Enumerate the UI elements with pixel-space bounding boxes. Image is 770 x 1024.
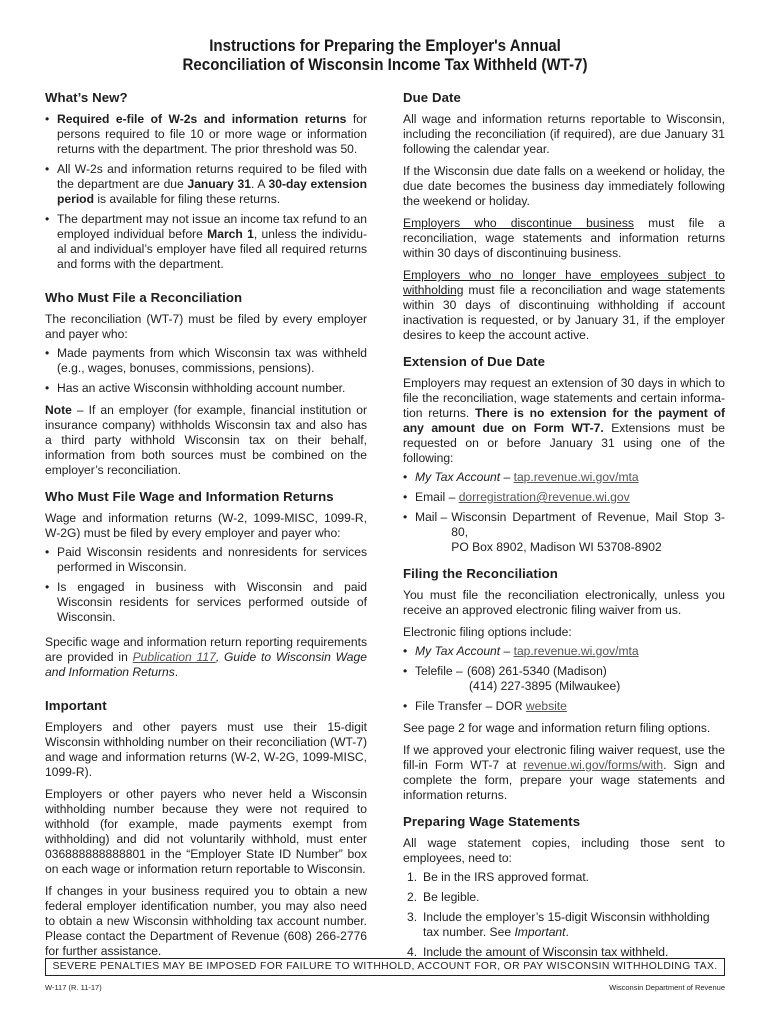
due-date-section (403, 90, 725, 343)
italic-text: My Tax Account (415, 470, 501, 484)
dor-website-link[interactable]: website (525, 699, 567, 713)
penalty-notice: SEVERE PENALTIES MAY BE IMPOSED FOR FAILURE TO WITHHOLD, ACCOUNT FOR, OR PAY WISCONSIN WITHHOLDING TAX. (45, 958, 725, 976)
form-id: W-117 (R. 11-17) (45, 983, 102, 992)
wage-info-section (45, 489, 367, 680)
wage-statements-heading: Preparing Wage Statements (403, 814, 581, 829)
list-item (403, 890, 725, 905)
italic-text: My Tax Account (415, 644, 501, 658)
list-item-text: The department may not issue an income tax refund to an employed individual before (57, 212, 367, 241)
note-label: Note (45, 403, 72, 417)
list-item-text: Email – (415, 490, 459, 504)
list-item-text: , unless the individu-al and individual’s employer have filed all required returns and forms with the department. (57, 227, 368, 271)
item-number: 2. (407, 890, 418, 904)
list-item: • Has an active Wisconsin withholding account number. (45, 381, 367, 396)
list-item-text: Include the employer’s 15-digit Wisconsin withholding tax number. See (423, 910, 710, 939)
mail-label: • Mail – (415, 510, 448, 524)
list-item-text: Be legible. (423, 890, 480, 904)
title-line-1: Instructions for Preparing the Employer's Annual (209, 37, 561, 55)
bold-text: March 1 (207, 227, 254, 241)
italic-text: , Guide to Wisconsin Wage and Information Returns (45, 650, 367, 679)
mta-link[interactable]: tap.revenue.wi.gov/mta (513, 644, 639, 658)
list-item-text: . (565, 925, 569, 939)
wage-info-heading: Who Must File Wage and Information Returns (45, 489, 334, 504)
list-item-text: File Transfer – DOR (415, 699, 526, 713)
list-item (403, 510, 725, 555)
list-item-text: is available for filing these returns. (93, 192, 281, 206)
filing-heading: Filing the Reconciliation (403, 566, 558, 581)
important-paragraph-1: Employers and other payers must use their 15-digit Wisconsin withholding number on their reconciliation (WT-7) and wage and information returns (W-2, W-2G, 1099-MISC, 1099-R). (45, 720, 367, 779)
list-item-text: All W-2s and information returns required to be filed with the department are due (57, 162, 367, 191)
paragraph-text: . Sign and complete the form, prepare your wage statements and information returns. (403, 758, 725, 802)
mta-link[interactable]: tap.revenue.wi.gov/mta (513, 470, 639, 484)
due-date-paragraph-2: If the Wisconsin due date falls on a weekend or holiday, the due date becomes the business day immediately following the weekend or holiday. (403, 164, 725, 208)
who-must-file-intro: The reconciliation (WT-7) must be filed by every employer and payer who: (45, 312, 367, 341)
who-must-file-heading: Who Must File a Reconciliation (45, 290, 243, 305)
list-item (45, 112, 367, 157)
department-name: Wisconsin Department of Revenue (609, 983, 725, 992)
list-item (403, 699, 725, 714)
list-item-text: – (500, 470, 514, 484)
telefile-label: • Telefile – (415, 664, 463, 678)
list-item (403, 644, 725, 659)
list-item: • Is engaged in business with Wisconsin and paid Wisconsin residents for services performed outside of Wisconsin. (45, 580, 367, 625)
extension-section (403, 354, 725, 555)
important-heading: Important (45, 698, 107, 713)
bold-text: There is no extension for the payment of any amount due on Form WT-7. (403, 406, 726, 435)
who-must-file-section (45, 290, 367, 478)
italic-text: Important (514, 925, 566, 939)
requirements-paragraph (45, 635, 367, 680)
mail-address (447, 510, 725, 555)
paragraph-text: If we approved your electronic filing waiver request, use the fill-in Form WT-7 at (403, 743, 725, 772)
important-paragraph-2: Employers or other payers who never held a Wisconsin withholding number because they were not required to withhold (for example, made payments exempt from withholding) and did not voluntarily withhold, must enter 036888888888801 in the “Employer State ID Number” box on each wage or information return reportable to Wisconsin. (45, 787, 367, 876)
list-item (45, 162, 367, 207)
forms-link[interactable]: revenue.wi.gov/forms/with (523, 758, 664, 772)
wage-info-intro: Wage and information returns (W-2, 1099-MISC, 1099-R, W-2G) must be filed by every employer and payer who: (45, 511, 367, 540)
filing-paragraph-3: See page 2 for wage and information return filing options. (403, 721, 711, 735)
wage-statements-intro: All wage statement copies, including those sent to employees, need to: (403, 836, 725, 865)
list-item (403, 490, 725, 505)
due-date-paragraph-4 (403, 268, 725, 343)
wage-statements-section (403, 814, 725, 960)
address-line: Wisconsin Department of Revenue, Mail Stop 3-80, (451, 510, 725, 539)
extension-paragraph (403, 376, 725, 466)
extension-heading: Extension of Due Date (403, 354, 546, 369)
underlined-text: Employers who discontinue business (403, 216, 634, 230)
who-must-file-list (45, 346, 367, 396)
paragraph-text: Employers may request an extension of 30 days in which to file the reconciliation, wage statements and certain informa-tion returns. (403, 376, 725, 420)
note-paragraph (45, 403, 367, 478)
wage-info-list (45, 545, 367, 625)
email-link[interactable]: dorregistration@revenue.wi.gov (458, 490, 630, 504)
page-title (31, 37, 739, 75)
list-item (45, 212, 367, 272)
filing-paragraph-1: You must file the reconciliation electronically, unless you receive an approved electronic filing waiver from us. (403, 588, 725, 617)
due-date-heading: Due Date (403, 90, 461, 105)
extension-methods-list (403, 470, 725, 555)
list-item (403, 870, 725, 885)
important-paragraph-3: If changes in your business required you to obtain a new federal employer identification number, you may also need to obtain a new Wisconsin withholding tax account number. Please contact the Department of Revenue (608) 266-2776 for further assistance. (45, 884, 367, 958)
address-line: PO Box 8902, Madison WI 53708-8902 (451, 540, 662, 554)
item-number: 3. (407, 910, 418, 924)
paragraph-text: Extensions must be requested on or before January 31 using one of the following: (403, 421, 725, 465)
paragraph-text: must file a reconciliation, wage statements and information returns within 30 days of discontinuing business. (403, 216, 725, 260)
filing-paragraph-4 (403, 743, 725, 803)
filing-options-list (403, 644, 725, 714)
bold-text: January 31 (187, 177, 252, 191)
item-number: 1. (407, 870, 418, 884)
list-item-text: . A (251, 177, 269, 191)
list-item-text: Include the amount of Wisconsin tax withheld. (423, 945, 669, 959)
list-item-text: for persons required to file 10 or more wage or information returns with the department. The prior threshold was 50. (57, 112, 367, 156)
title-line-2: Reconciliation of Wisconsin Income Tax Withheld (WT-7) (182, 56, 588, 74)
item-number: 4. (407, 945, 418, 959)
underlined-text: Employers who no longer have employees subject to withholding (403, 268, 725, 297)
bold-text: Required e-file of W-2s and information returns (57, 112, 347, 126)
list-item (403, 910, 725, 940)
important-section (45, 698, 367, 959)
whats-new-section (45, 90, 367, 272)
list-item: • Made payments from which Wisconsin tax was withheld (e.g., wages, bonuses, commissions, pensions). (45, 346, 367, 376)
note-text: – If an employer (for example, financial institution or insurance company) withholds Wisconsin tax and also has a third party withhold Wisconsin tax on their behalf, information from both sources must be combined on the employer’s reconciliation. (45, 403, 367, 477)
list-item (403, 470, 725, 485)
phone-number: (414) 227-3895 (Milwaukee) (469, 679, 621, 693)
left-column (45, 90, 367, 966)
telefile-numbers (467, 664, 620, 694)
right-column (403, 90, 725, 965)
paragraph-text: Specific wage and information return reporting requirements are provided in (45, 635, 367, 664)
filing-paragraph-2: Electronic filing options include: (403, 625, 572, 639)
paragraph-text: . (174, 665, 179, 679)
whats-new-heading: What’s New? (45, 90, 128, 105)
due-date-paragraph-3 (403, 216, 725, 261)
due-date-paragraph-1: All wage and information returns reportable to Wisconsin, including the reconciliation (if required), are due January 31 following the calendar year. (403, 112, 725, 156)
filing-section (403, 566, 725, 803)
list-item-text: Be in the IRS approved format. (423, 870, 590, 884)
paragraph-text: must file a reconciliation and wage statements within 30 days of discontinuing withholding if account inactivation is requested, or by January 31, if the employer desires to keep the account active. (403, 283, 725, 342)
publication-117-link[interactable]: Publication 117 (132, 650, 216, 664)
list-item: • Paid Wisconsin residents and nonresidents for services performed in Wisconsin. (45, 545, 367, 575)
bold-text: 30-day extension period (57, 177, 367, 206)
list-item-text: – (500, 644, 514, 658)
list-item (403, 664, 725, 694)
whats-new-list (45, 112, 367, 272)
wage-statements-list (403, 870, 725, 960)
phone-number: (608) 261-5340 (Madison) (467, 664, 607, 678)
